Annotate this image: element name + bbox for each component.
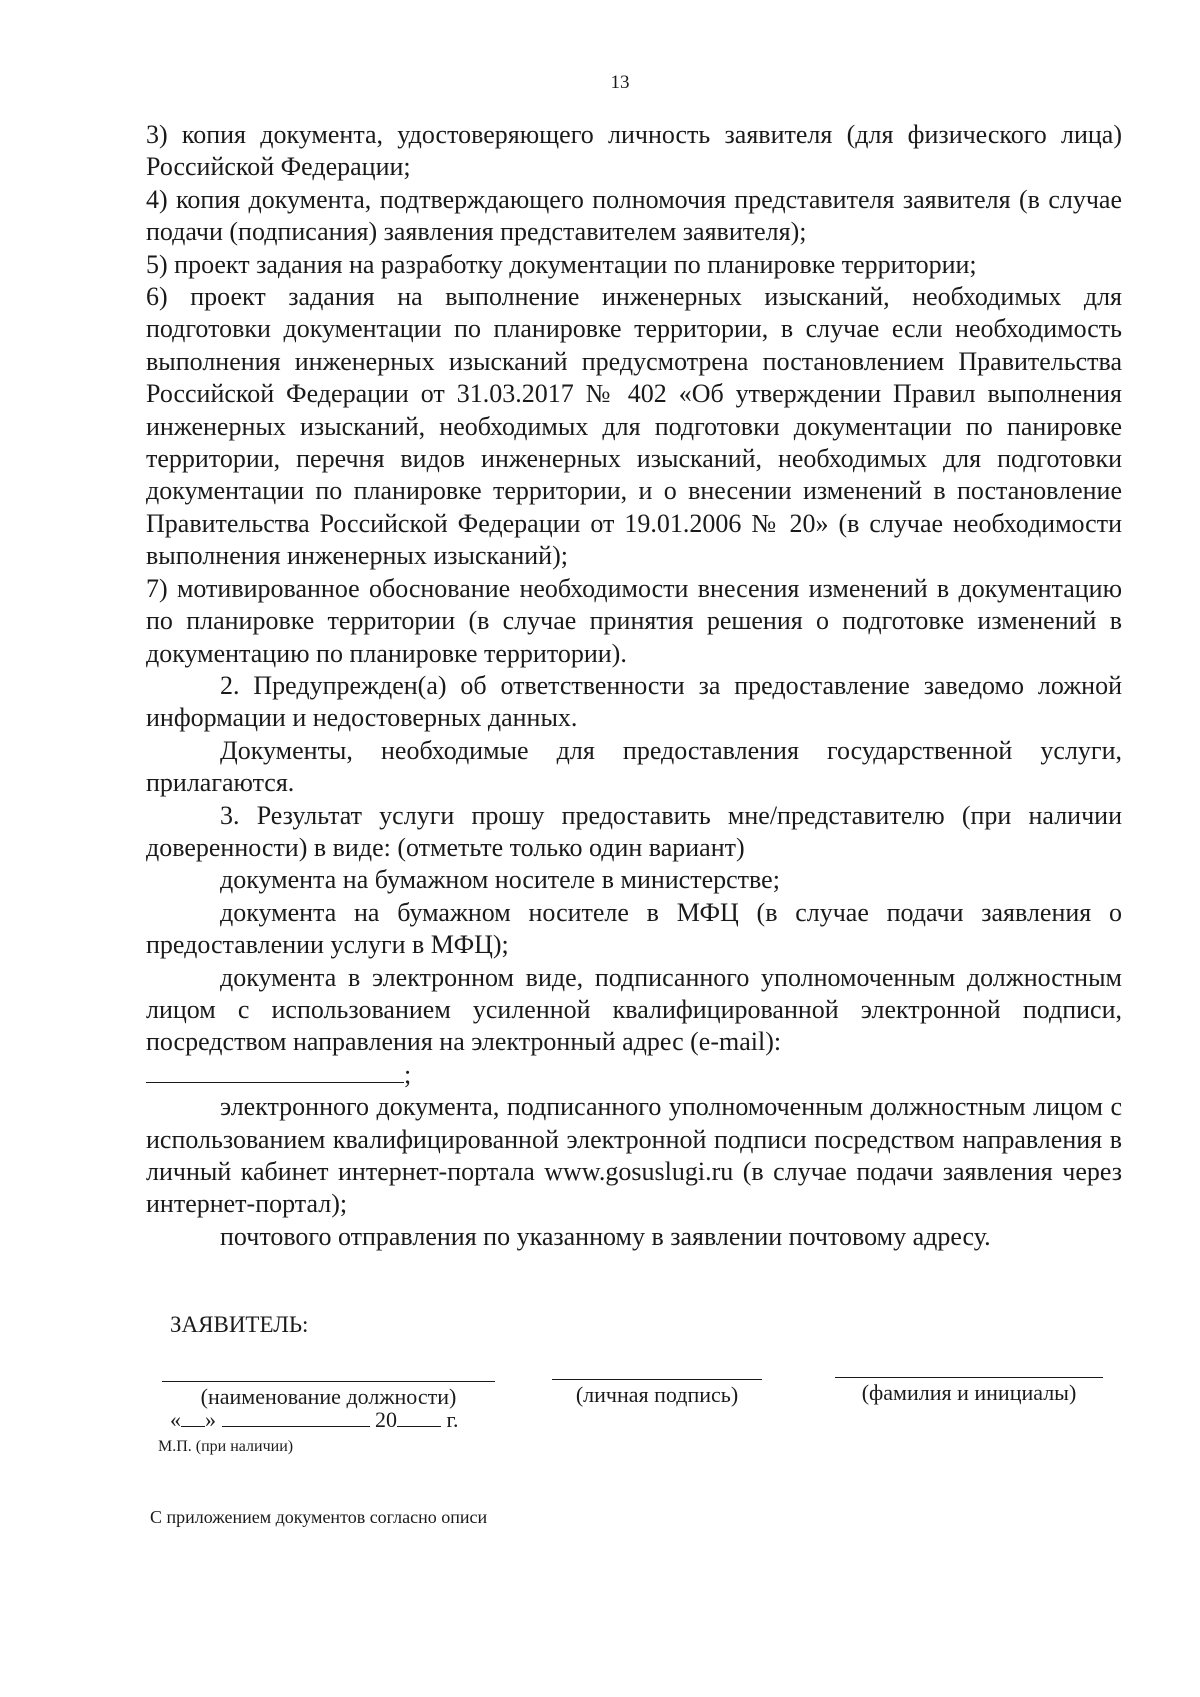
- option-paper-ministry: документа на бумажном носителе в министерстве;: [220, 865, 780, 895]
- clause-2-warning: 2. Предупрежден(а) об ответственности за предоставление заведомо ложной информации и недостоверных данных.: [146, 670, 1122, 733]
- attachments-note: С приложением документов согласно описи: [150, 1507, 488, 1527]
- date-field: [170, 1407, 459, 1433]
- item-6-survey-task: 6) проект задания на выполнение инженерных изысканий, необходимых для подготовки документации по планировке территории, в случае если необходимость выполнения инженерных изысканий предусмотрена постановлением Правительства Российской Федерации от 31.03.2017 № 402 «Об утверждении Правил выполнения инженерных изысканий, необходимых для подготовки документации по панировке территории, перечня видов инженерных изысканий, необходимых для подготовки документации по планировке территории, и о внесении изменений в постановление Правительства Российской Федерации от 19.01.2006 № 20» (в случае необходимости выполнения инженерных изысканий);: [146, 282, 1122, 571]
- applicant-label: ЗАЯВИТЕЛЬ:: [170, 1312, 309, 1337]
- name-signature-line[interactable]: [835, 1377, 1103, 1378]
- email-blank[interactable]: [146, 1060, 404, 1083]
- date-year-suffix: г.: [446, 1407, 459, 1432]
- date-year-blank[interactable]: [397, 1408, 441, 1427]
- option-paper-mfc: документа на бумажном носителе в МФЦ (в случае подачи заявления о предоставлении услуги в МФЦ);: [146, 897, 1122, 960]
- option-postal: почтового отправления по указанному в заявлении почтовому адресу.: [220, 1221, 991, 1251]
- option-gosuslugi-cabinet: электронного документа, подписанного уполномоченным должностным лицом с использованием квалифицированной электронной подписи посредством направления в личный кабинет интернет-портала www.gosuslugi.ru (в случае подачи заявления через интернет-портал);: [146, 1092, 1122, 1219]
- date-century: 20: [375, 1407, 397, 1432]
- date-open-quote: «: [170, 1407, 181, 1432]
- date-day-blank[interactable]: [181, 1408, 205, 1427]
- date-close-quote: »: [205, 1407, 216, 1432]
- document-body: [146, 119, 1122, 1253]
- item-5-planning-task: 5) проект задания на разработку документации по планировке территории;: [146, 249, 977, 279]
- date-month-blank[interactable]: [222, 1408, 370, 1427]
- option-electronic-email: документа в электронном виде, подписанного уполномоченным должностным лицом с использованием усиленной квалифицированной электронной подписи, посредством направления на электронный адрес (e-mail):: [146, 962, 1122, 1057]
- documents-attached: Документы, необходимые для предоставления государственной услуги, прилагаются.: [146, 735, 1122, 798]
- email-blank-line: [146, 1059, 1122, 1091]
- item-3-identity-copy: 3) копия документа, удостоверяющего личность заявителя (для физического лица) Российской Федерации;: [146, 120, 1122, 182]
- clause-3-result-format: 3. Результат услуги прошу предоставить мне/представителю (при наличии доверенности) в виде: (отметьте только один вариант): [146, 800, 1122, 862]
- position-caption: (наименование должности): [200, 1384, 457, 1409]
- email-semicolon: ;: [404, 1059, 412, 1089]
- name-caption: (фамилия и инициалы): [861, 1380, 1077, 1405]
- page-number: 13: [610, 72, 630, 93]
- personal-signature-line[interactable]: [552, 1379, 762, 1380]
- signature-caption: (личная подпись): [575, 1382, 739, 1407]
- seal-note: М.П. (при наличии): [158, 1438, 294, 1455]
- item-4-authority-copy: 4) копия документа, подтверждающего полномочия представителя заявителя (в случае подачи (подписания) заявления представителем заявителя);: [146, 184, 1122, 247]
- item-7-justification: 7) мотивированное обоснование необходимости внесения изменений в документацию по планировке территории (в случае принятия решения о подготовке изменений в документацию по планировке территории).: [146, 573, 1122, 668]
- position-signature-line[interactable]: [162, 1381, 495, 1382]
